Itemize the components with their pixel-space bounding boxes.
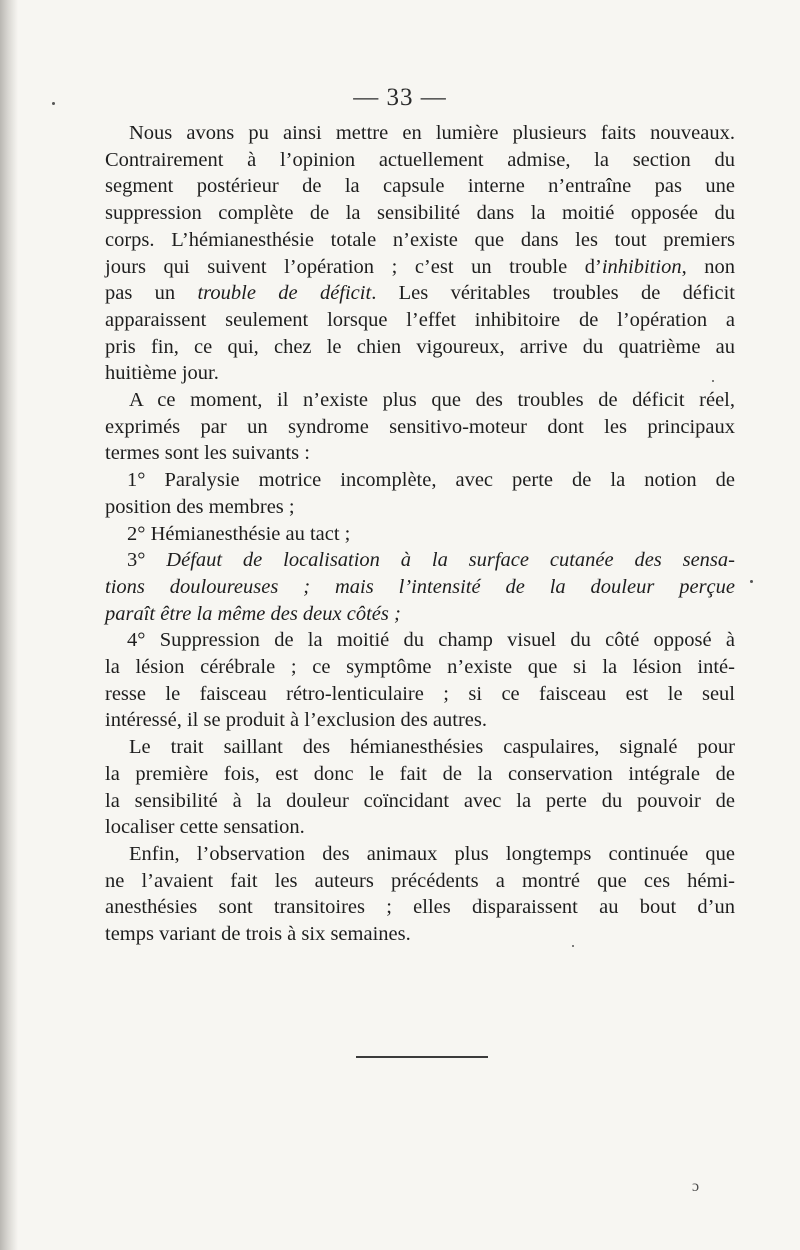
text-line: termes sont les suivants :: [105, 442, 310, 465]
print-speck: [52, 102, 55, 105]
print-speck: [572, 945, 574, 947]
text-line: anesthésies sont transitoires ; elles disparaissent au bout d’un: [105, 896, 735, 919]
list-item-3: [105, 547, 735, 627]
text-line: Contrairement à l’opinion actuellement admise, la section du: [105, 148, 735, 171]
text-run: jours qui suivent l’opération ; c’est un trouble d’: [105, 255, 602, 278]
text-line: suppression complète de la sensibilité dans la moitié opposée du: [105, 202, 735, 225]
text-line: pris fin, ce qui, chez le chien vigoureux, arrive du quatrième au: [105, 335, 735, 358]
section-divider: [356, 1056, 488, 1058]
text-line: 1° Paralysie motrice incomplète, avec perte de la notion de: [127, 469, 735, 492]
text-line: segment postérieur de la capsule interne n’entraîne pas une: [105, 175, 735, 198]
text-line: [105, 280, 735, 307]
corner-mark: ɔ: [692, 1178, 700, 1195]
text-line: resse le faisceau rétro-lenticulaire ; si ce faisceau est le seul: [105, 682, 735, 705]
binding-shadow: [0, 0, 18, 1250]
paragraph-2: [105, 387, 735, 467]
list-item-1: [105, 467, 735, 520]
text-run: , non: [681, 255, 736, 278]
text-line: la première fois, est donc le fait de la conservation intégrale de: [105, 762, 735, 785]
text-line: A ce moment, il n’existe plus que des troubles de déficit réel,: [129, 389, 735, 412]
print-speck: [712, 380, 714, 382]
italic-term-inhibition: inhibition: [601, 255, 682, 278]
page-body-text: [105, 120, 735, 948]
text-line: huitième jour.: [105, 362, 219, 385]
list-item-4: [105, 627, 735, 734]
text-run: pas un: [105, 282, 198, 305]
text-line: Nous avons pu ainsi mettre en lumière plusieurs faits nouveaux.: [129, 122, 735, 144]
text-line: la sensibilité à la douleur coïncidant avec la perte du pouvoir de: [105, 789, 735, 812]
text-line: apparaissent seulement lorsque l’effet inhibitoire de l’opération a: [105, 308, 735, 331]
paragraph-4: [105, 841, 735, 948]
text-line: 4° Suppression de la moitié du champ visuel du côté opposé à: [127, 629, 735, 652]
text-line: intéressé, il se produit à l’exclusion des autres.: [105, 709, 487, 732]
text-line: temps variant de trois à six semaines.: [105, 923, 411, 946]
text-run: 3°: [127, 549, 167, 572]
text-run: . Les véritables troubles de déficit: [371, 282, 735, 305]
text-line: la lésion cérébrale ; ce symptôme n’existe que si la lésion inté-: [105, 656, 735, 679]
text-line: [105, 254, 735, 281]
italic-term-trouble-de-deficit: trouble de déficit: [197, 282, 372, 305]
text-line: Le trait saillant des hémianesthésies caspulaires, signalé pour: [129, 736, 735, 759]
text-line: Enfin, l’observation des animaux plus longtemps continuée que: [129, 842, 735, 865]
print-speck: [750, 580, 753, 583]
paragraph-1: [105, 120, 735, 387]
text-line: position des membres ;: [105, 495, 295, 518]
italic-text: Défaut de localisation à la surface cutanée des sensa-: [166, 549, 735, 572]
text-line: exprimés par un syndrome sensitivo-moteur dont les principaux: [105, 415, 735, 438]
list-item-2: [105, 521, 735, 548]
text-line: ne l’avaient fait les auteurs précédents a montré que ces hémi-: [105, 869, 735, 892]
text-line: localiser cette sensation.: [105, 816, 305, 839]
text-line: [105, 547, 735, 574]
paragraph-3: [105, 734, 735, 841]
text-line: 2° Hémianesthésie au tact ;: [127, 522, 351, 545]
page-number: — 33 —: [353, 84, 447, 111]
text-line: tions douloureuses ; mais l’intensité de la douleur perçue: [105, 575, 735, 598]
text-line: corps. L’hémianesthésie totale n’existe que dans les tout premiers: [105, 228, 735, 251]
text-line: paraît être la même des deux côtés ;: [105, 602, 401, 625]
